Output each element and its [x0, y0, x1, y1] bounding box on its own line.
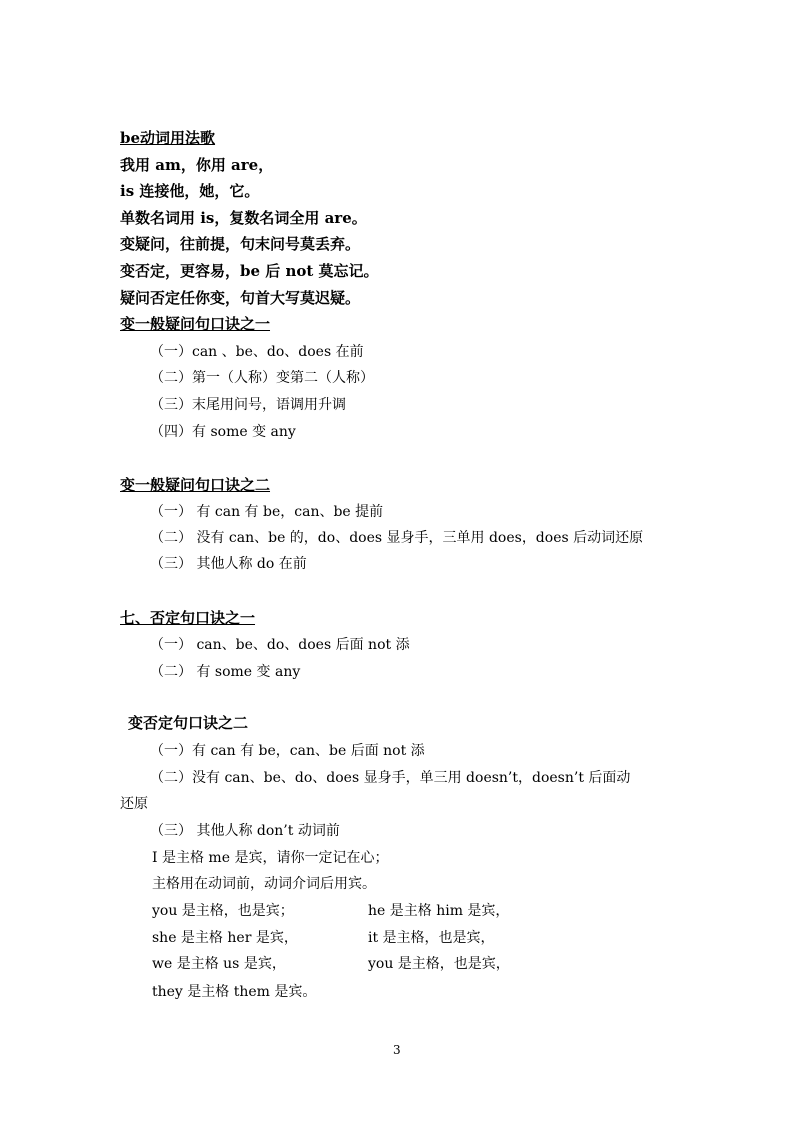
list-item: （一）can 、be、do、does 在前 — [150, 344, 364, 360]
pronoun-right-line: it 是主格，也是宾， — [368, 930, 495, 946]
pronoun-intro-line: I 是主格 me 是宾，请你一定记在心； — [152, 850, 389, 866]
song-line: 单数名词用 is，复数名词全用 are。 — [120, 209, 367, 227]
pronoun-left-line: she 是主格 her 是宾， — [152, 930, 298, 946]
pronoun-left-line: you 是主格，也是宾； — [152, 903, 294, 919]
pronoun-left-line: we 是主格 us 是宾， — [152, 956, 286, 972]
song-line: 我用 am，你用 are， — [120, 156, 274, 174]
section-title-question-1: 变一般疑问句口诀之一 — [120, 315, 271, 333]
list-item: （一） can、be、do、does 后面 not 添 — [150, 637, 410, 653]
song-line: 变否定，更容易，be 后 not 莫忘记。 — [120, 262, 379, 280]
list-item: （二）第一（人称）变第二（人称） — [150, 370, 374, 386]
list-item: （三） 其他人称 don’t 动词前 — [150, 823, 340, 839]
song-line: is 连接他，她，它。 — [120, 182, 260, 200]
song-line: 疑问否定任你变，句首大写莫迟疑。 — [120, 289, 361, 307]
song-title: be动词用法歌 — [120, 129, 216, 147]
list-item: （二） 没有 can、be 的，do、does 显身手，三单用 does，does 后动词还原 — [150, 530, 644, 546]
section-title-negative-1: 七、否定句口诀之一 — [120, 609, 256, 627]
pronoun-left-line: they 是主格 them 是宾。 — [152, 984, 317, 1000]
pronoun-right-line: he 是主格 him 是宾， — [368, 903, 510, 919]
list-item: （一） 有 can 有 be，can、be 提前 — [150, 504, 384, 520]
list-item: （二）没有 can、be、do、does 显身手，单三用 doesn’t，doesn’t 后面动 — [150, 770, 631, 786]
list-item: （三） 其他人称 do 在前 — [150, 556, 307, 572]
list-item: （一）有 can 有 be，can、be 后面 not 添 — [150, 743, 425, 759]
list-item: （二） 有 some 变 any — [150, 664, 301, 680]
section-title-question-2: 变一般疑问句口诀之二 — [120, 476, 271, 494]
song-line: 变疑问，往前提，句末问号莫丢弃。 — [120, 235, 361, 253]
list-item: （三）末尾用问号，语调用升调 — [150, 397, 346, 413]
pronoun-intro-line: 主格用在动词前，动词介词后用宾。 — [152, 876, 376, 892]
section-title-negative-2: 变否定句口诀之二 — [128, 714, 249, 732]
page-number: 3 — [393, 1043, 401, 1057]
list-item: （四）有 some 变 any — [150, 424, 296, 440]
list-item-continuation: 还原 — [120, 796, 148, 812]
pronoun-right-line: you 是主格，也是宾， — [368, 956, 510, 972]
